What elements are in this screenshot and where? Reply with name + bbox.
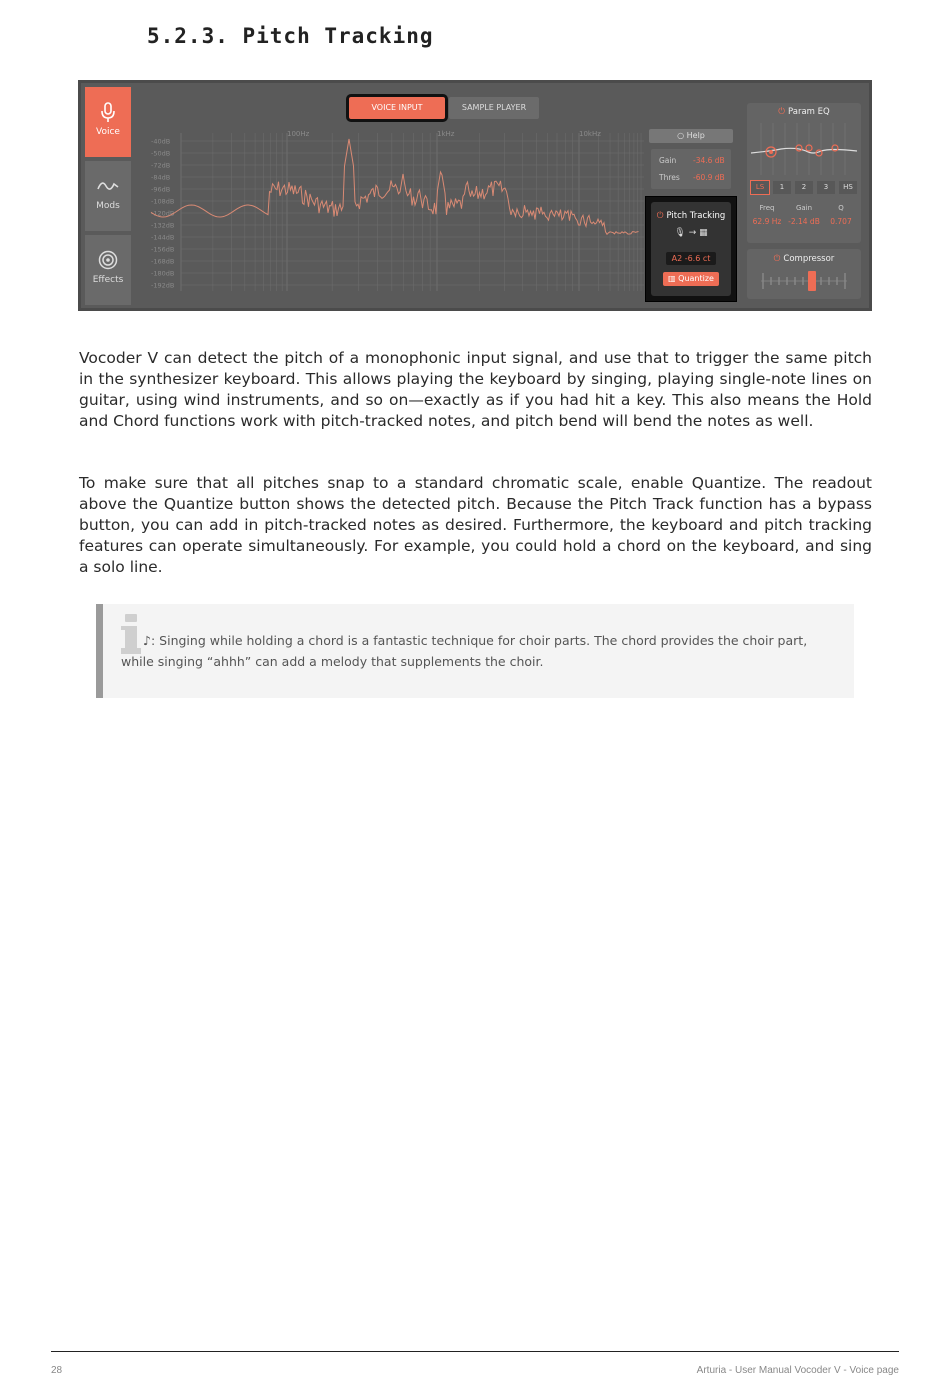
vocoder-screenshot (78, 80, 872, 311)
gain-label: Gain (659, 156, 677, 165)
footer-rule (51, 1351, 899, 1352)
sidebar-item-effects[interactable] (85, 235, 131, 305)
keyboard-icon: ▥ (668, 274, 679, 283)
thres-value[interactable]: -60.9 dB (693, 173, 725, 182)
db-label: -180dB (151, 269, 175, 278)
help-button[interactable] (649, 129, 733, 143)
eq-freq-label: Freq (759, 204, 775, 212)
power-icon[interactable]: ⏻ (656, 211, 664, 221)
power-icon[interactable]: ⏻ (778, 107, 786, 117)
tab-sample-player[interactable]: SAMPLE PLAYER (449, 97, 539, 119)
sidebar-item-mods[interactable] (85, 161, 131, 231)
eq-q-label: Q (838, 204, 844, 212)
sidebar-item-voice[interactable] (85, 87, 131, 157)
pitch-tracking-panel (645, 196, 737, 302)
microphone-icon (97, 101, 119, 123)
target-icon (97, 249, 119, 271)
tab-voice-input[interactable]: VOICE INPUT (349, 97, 445, 119)
keyboard-icon: ▦ (699, 228, 708, 238)
quantize-button[interactable] (663, 272, 719, 286)
page-number: 28 (51, 1365, 63, 1376)
db-label: -144dB (151, 233, 175, 242)
eq-gain-value[interactable]: -2.14 dB (788, 217, 820, 226)
note-text: ♪: Singing while holding a chord is a fantastic technique for choir parts. The chord provides the choir part, while singing “ahhh” can add a melody that supplements the choir. (121, 633, 808, 669)
power-icon[interactable]: ⏻ (773, 254, 781, 264)
param-eq-panel (747, 103, 861, 243)
eq-curve-display[interactable] (751, 121, 857, 177)
spectrum-analyzer (149, 129, 644, 297)
sidebar (85, 87, 131, 309)
quantize-label: Quantize (678, 274, 714, 283)
arrow-right-icon: → (688, 228, 700, 238)
note-box (96, 604, 854, 698)
microphone-icon: 🎙︎ (674, 228, 686, 238)
thres-label: Thres (659, 173, 680, 182)
freq-label: 1kHz (437, 130, 455, 138)
eq-band-3[interactable]: 3 (817, 181, 835, 194)
db-label: -72dB (151, 161, 171, 170)
eq-band-hs[interactable]: HS (839, 181, 857, 194)
compressor-panel (747, 249, 861, 299)
db-label: -156dB (151, 245, 175, 254)
eq-band-2[interactable]: 2 (795, 181, 813, 194)
freq-label: 100Hz (287, 130, 310, 138)
help-label: Help (686, 131, 705, 140)
paragraph: Vocoder V can detect the pitch of a monophonic input signal, and use that to trigger the same pitch in the synthesizer keyboard. This allows playing the keyboard by singing, playing single-note lines on guitar, using wind instruments, and so on—exactly as if you had hit a key. This also means the Hold and Chord functions work with pitch-tracked notes, and pitch bend will bend the notes as well. (79, 349, 872, 430)
param-eq-title: Param EQ (788, 107, 830, 117)
sidebar-item-label: Mods (96, 201, 120, 211)
db-label: -96dB (151, 185, 171, 194)
eq-freq-value[interactable]: 62.9 Hz (752, 217, 782, 226)
eq-q-value[interactable]: 0.707 (830, 217, 852, 226)
db-label: -120dB (151, 209, 175, 218)
eq-band-1[interactable]: 1 (773, 181, 791, 194)
db-label: -192dB (151, 281, 175, 290)
gain-value[interactable]: -34.6 dB (693, 156, 725, 165)
db-label: -132dB (151, 221, 175, 230)
db-label: -108dB (151, 197, 175, 206)
compressor-meter[interactable] (761, 269, 847, 293)
db-label: -50dB (151, 149, 171, 158)
eq-gain-label: Gain (795, 204, 813, 212)
wave-icon (97, 175, 119, 197)
footer-title: Arturia - User Manual Vocoder V - Voice page (696, 1365, 899, 1376)
db-label: -84dB (151, 173, 171, 182)
compressor-title: Compressor (783, 254, 835, 264)
gain-threshold-box (651, 149, 731, 189)
freq-label: 10kHz (579, 130, 601, 138)
sidebar-item-label: Voice (96, 127, 120, 137)
eq-band-ls[interactable]: LS (751, 181, 769, 194)
lightbulb-icon: ○ (677, 131, 687, 140)
sidebar-item-label: Effects (92, 275, 124, 285)
db-label: -168dB (151, 257, 175, 266)
paragraph: To make sure that all pitches snap to a standard chromatic scale, enable Quantize. The readout above the Quantize button shows the detected pitch. Because the Pitch Track function has a bypass button, you can add in pitch-tracked notes as desired. Furthermore, the keyboard and pitch tracking features can operate simultaneously. For example, you could hold a chord on the keyboard, and sing a solo line. (79, 474, 872, 576)
pitch-tracking-title: Pitch Tracking (666, 211, 726, 221)
pitch-readout: A2 -6.6 ct (666, 252, 716, 265)
section-heading: 5.2.3. Pitch Tracking (147, 24, 434, 48)
db-label: -40dB (151, 137, 171, 146)
